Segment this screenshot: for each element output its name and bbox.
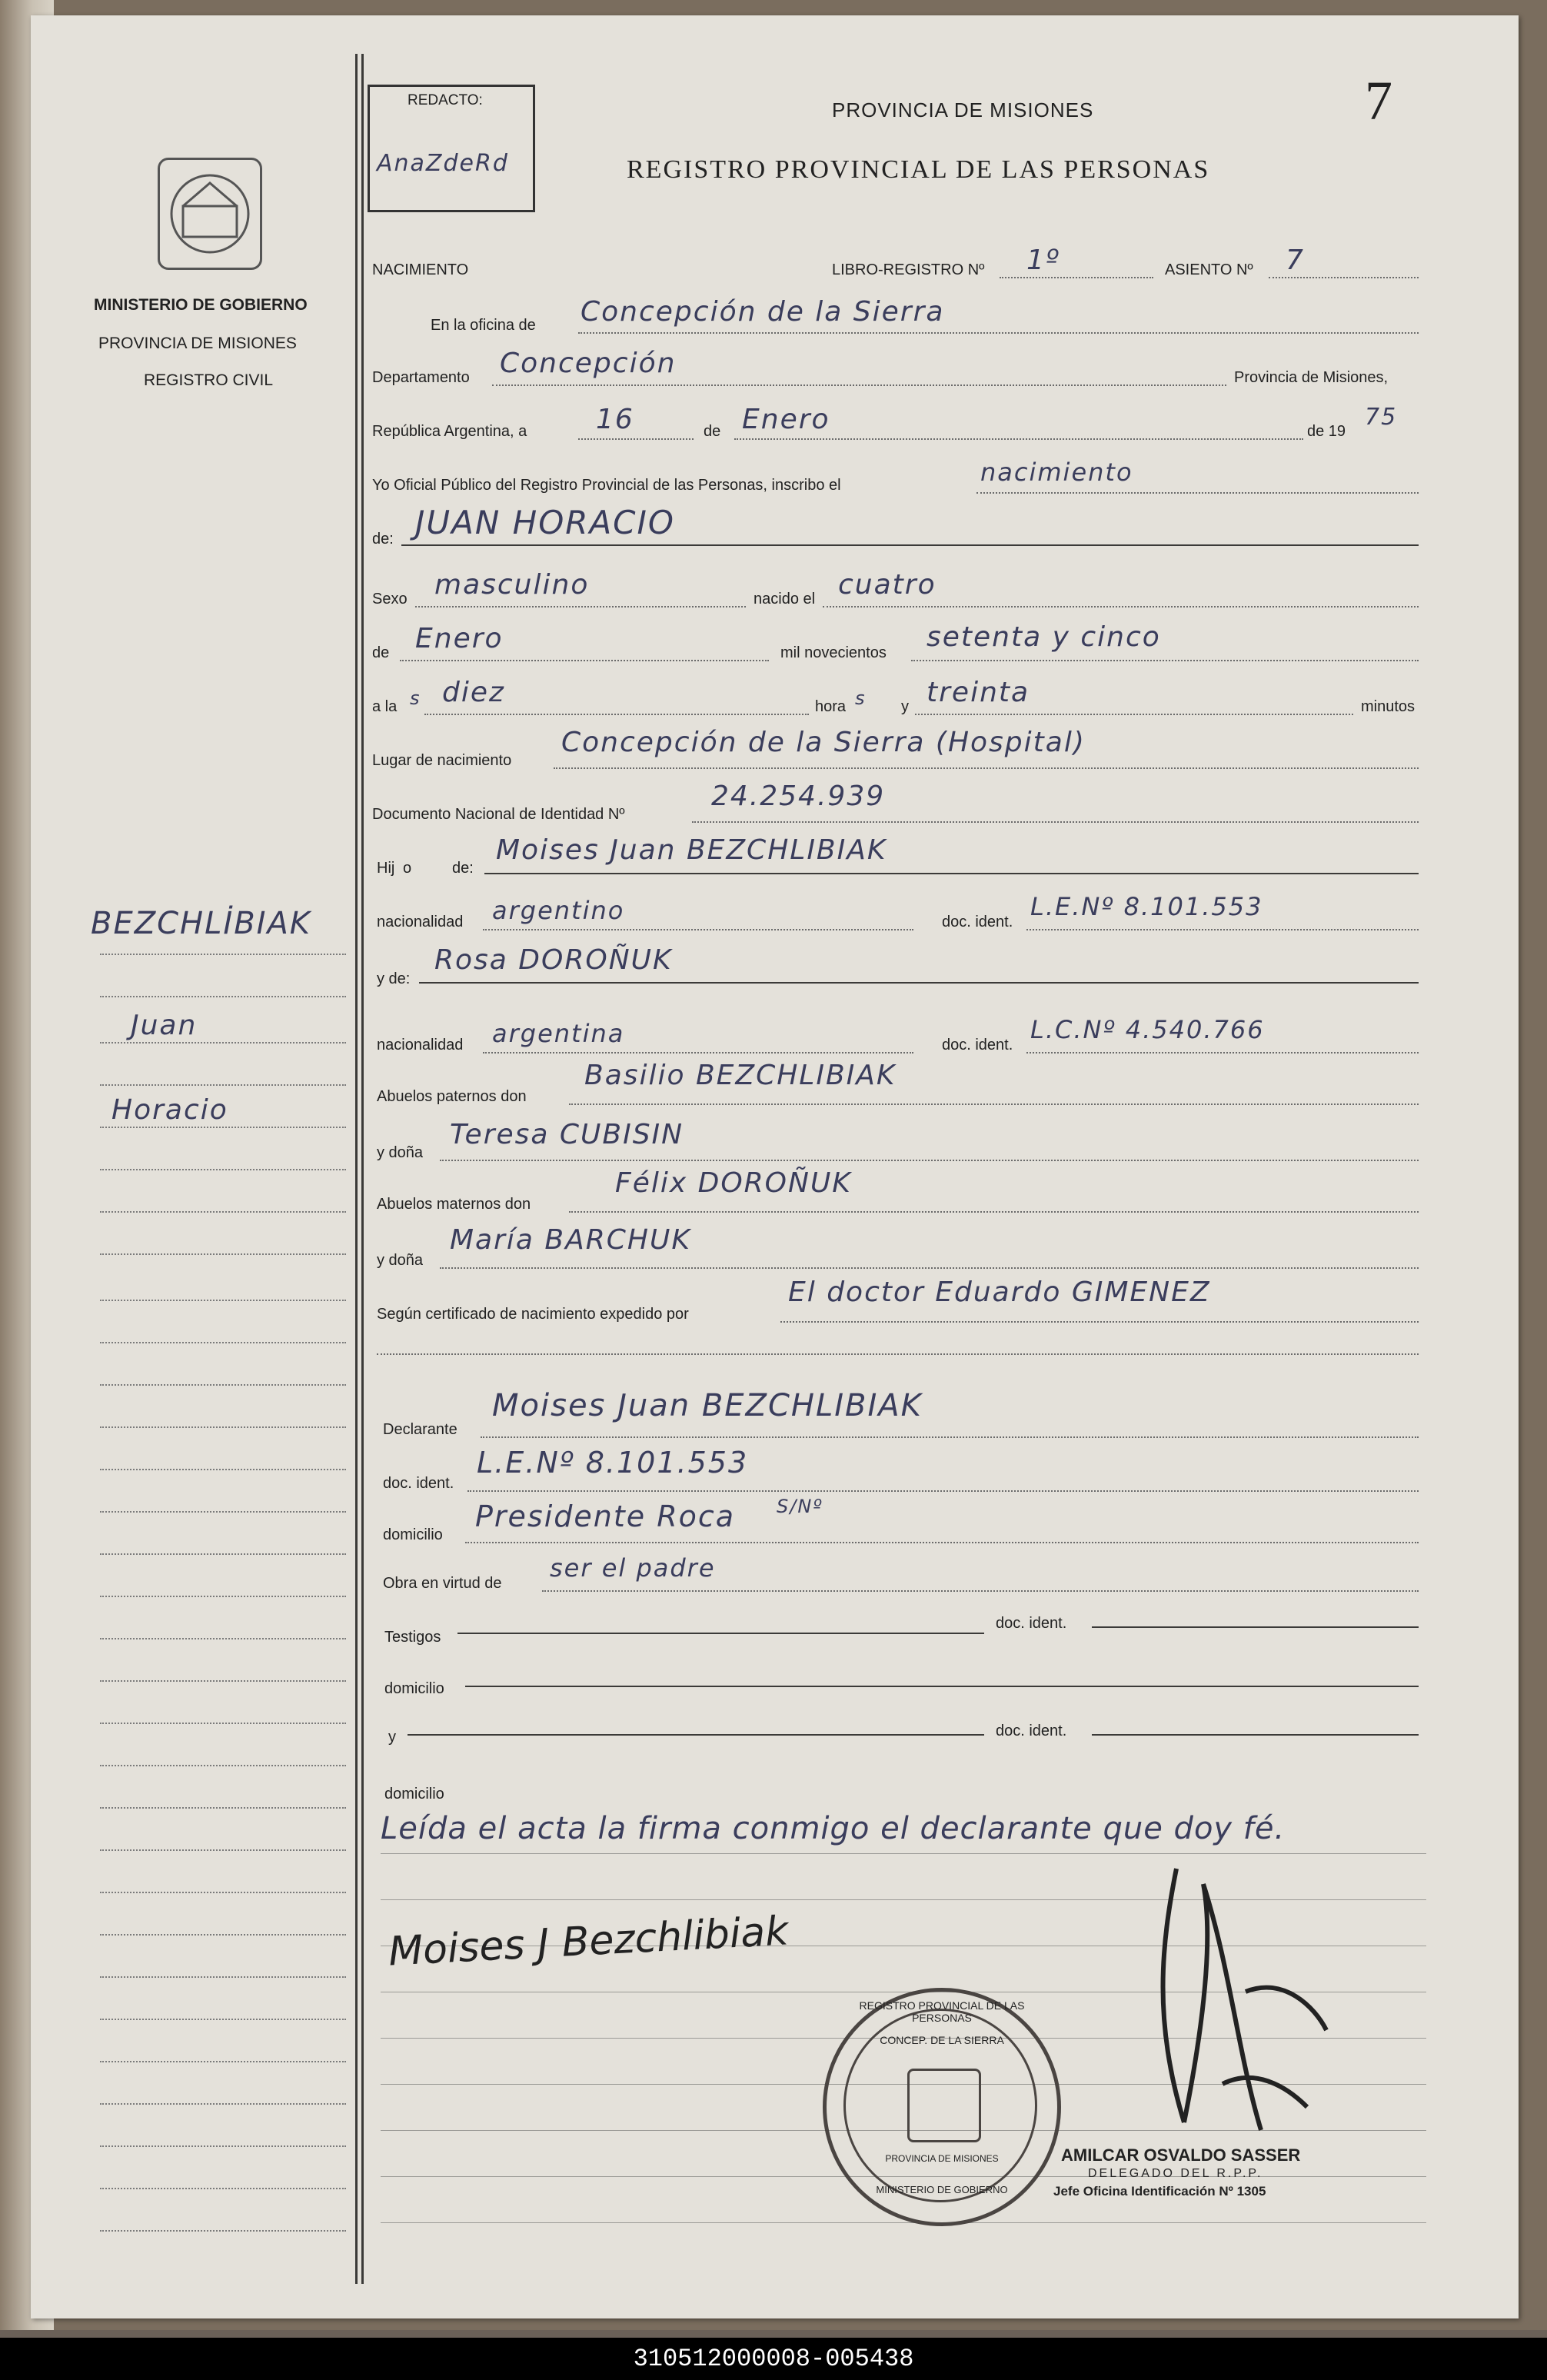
hij-label: Hij: [377, 860, 395, 877]
domicilio-sn: S/Nº: [777, 1496, 823, 1517]
madre-doc-value: L.C.Nº 4.540.766: [1030, 1015, 1265, 1044]
official-stamp: REGISTRO PROVINCIAL DE LAS PERSONAS CONCEP. DE LA SIERRA PROVINCIA DE MISIONES MINISTERIO DE GOBIERNO: [823, 1988, 1061, 2226]
abuela-materna-value: María BARCHUK: [450, 1224, 691, 1256]
abuelo-paterno-value: Basilio BEZCHLIBIAK: [584, 1060, 897, 1091]
declarante-doc-value: L.E.Nº 8.101.553: [477, 1446, 749, 1480]
a-la-label: a la: [372, 698, 398, 715]
declarante-label: Declarante: [383, 1421, 457, 1438]
asiento-value: 7: [1286, 245, 1305, 276]
abuelo-materno-value: Félix DOROÑUK: [615, 1167, 852, 1199]
libro-label: LIBRO-REGISTRO Nº: [832, 261, 985, 278]
nombre-label: de:: [372, 531, 394, 548]
abuelos-paternos-label: Abuelos paternos don: [377, 1088, 527, 1105]
lugar-label: Lugar de nacimiento: [372, 752, 512, 769]
domicilio-value: Presidente Roca: [475, 1500, 736, 1533]
sexo-label: Sexo: [372, 591, 408, 607]
padre-nacionalidad-value: argentino: [492, 896, 625, 925]
official-office: Jefe Oficina Identificación Nº 1305: [1053, 2184, 1266, 2199]
domicilio-label: domicilio: [383, 1526, 443, 1543]
segun-label: Según certificado de nacimiento expedido por: [377, 1306, 689, 1323]
mes-value: Enero: [742, 404, 830, 435]
dni-value: 24.254.939: [711, 781, 886, 812]
stamp-emblem-icon: [907, 2069, 981, 2142]
page-number: 7: [1365, 70, 1392, 131]
hora-label: hora: [815, 698, 847, 715]
official-signature: [1130, 1853, 1338, 2145]
madre-nacionalidad-label: nacionalidad: [377, 1037, 464, 1054]
madre-value: Rosa DOROÑUK: [434, 944, 673, 976]
registry-heading: REGISTRO PROVINCIAL DE LAS PERSONAS: [627, 155, 1210, 184]
sexo-value: masculino: [434, 569, 590, 601]
stub-first-name: Juan: [131, 1010, 198, 1041]
asiento-label: ASIENTO Nº: [1165, 261, 1253, 278]
provincial-emblem-icon: [158, 158, 262, 270]
testigo1-domicilio-label: domicilio: [384, 1680, 444, 1697]
mil-label: mil novecientos: [780, 644, 887, 661]
republica-label: República Argentina, a: [372, 423, 527, 440]
stub-surname: BEZCHLİBIAK: [91, 906, 312, 941]
madre-label: y de:: [377, 970, 411, 987]
stub-second-name: Horacio: [111, 1094, 228, 1126]
hora-s: s: [855, 687, 867, 709]
inscribo-value: nacimiento: [980, 458, 1133, 487]
padre-doc-value: L.E.Nº 8.101.553: [1030, 892, 1263, 921]
yo-oficial-label: Yo Oficial Público del Registro Provincial de las Personas, inscribo el: [372, 477, 841, 494]
abuela-paterna-value: Teresa CUBISIN: [450, 1119, 684, 1150]
mes-nac-value: Enero: [415, 623, 504, 654]
image-caption: 310512000008-005438: [0, 2338, 1547, 2380]
departamento-value: Concepción: [500, 348, 677, 379]
padre-doc-label: doc. ident.: [942, 914, 1013, 930]
official-name: AMILCAR OSVALDO SASSER: [1061, 2145, 1301, 2165]
abuela-paterna-label: y doña: [377, 1144, 424, 1161]
declarante-signature: Moises J Bezchlibiak: [387, 1908, 790, 1976]
nacido-label: nacido el: [754, 591, 816, 607]
nacimiento-label: NACIMIENTO: [372, 261, 469, 278]
madre-nacionalidad-value: argentina: [492, 1019, 625, 1048]
testigo2-y-label: y: [388, 1729, 396, 1746]
padre-de-label: de:: [452, 860, 474, 877]
obra-label: Obra en virtud de: [383, 1575, 502, 1592]
testigo1-doc-label: doc. ident.: [996, 1615, 1067, 1632]
abuelos-maternos-label: Abuelos maternos don: [377, 1196, 531, 1213]
official-role: DELEGADO DEL R.P.P.: [1088, 2167, 1263, 2180]
provincia-label: Provincia de Misiones,: [1234, 369, 1389, 386]
nacido-value: cuatro: [838, 569, 937, 601]
dia-value: 16: [596, 404, 634, 435]
testigos-label: Testigos: [384, 1629, 441, 1646]
hij-suffix: o: [403, 860, 412, 877]
redacto-label: REDACTO:: [408, 92, 483, 108]
province-label: PROVINCIA DE MISIONES: [98, 335, 297, 352]
abuela-materna-label: y doña: [377, 1252, 424, 1269]
de-mes-label: de: [704, 423, 721, 440]
lugar-value: Concepción de la Sierra (Hospital): [561, 727, 1086, 758]
certificado-value: El doctor Eduardo GIMENEZ: [788, 1277, 1211, 1308]
child-name: JUAN HORACIO: [415, 504, 675, 541]
testigo2-doc-label: doc. ident.: [996, 1723, 1067, 1739]
oficina-label: En la oficina de: [431, 317, 536, 334]
documento-label: Documento Nacional de Identidad Nº: [372, 806, 625, 823]
declarante-value: Moises Juan BEZCHLIBIAK: [492, 1388, 923, 1423]
redacto-signature: AnaZdeRd: [377, 150, 509, 177]
stub-divider-left: [355, 54, 358, 2284]
anio-texto-value: setenta y cinco: [927, 621, 1161, 653]
y-label: y: [901, 698, 909, 715]
stub-divider-right: [361, 54, 364, 2284]
a-la-s: s: [410, 687, 421, 709]
padre-nacionalidad-label: nacionalidad: [377, 914, 464, 930]
testigo2-domicilio-label: domicilio: [384, 1786, 444, 1802]
hora-value: diez: [442, 677, 505, 708]
de-anio-label: de 19: [1307, 423, 1346, 440]
anio-value: 75: [1365, 404, 1398, 431]
departamento-label: Departamento: [372, 369, 470, 386]
province-heading: PROVINCIA DE MISIONES: [832, 98, 1094, 121]
obra-value: ser el padre: [550, 1553, 716, 1583]
madre-doc-label: doc. ident.: [942, 1037, 1013, 1054]
oficina-value: Concepción de la Sierra: [581, 296, 945, 328]
de-mes-nac-label: de: [372, 644, 390, 661]
padre-value: Moises Juan BEZCHLIBIAK: [496, 834, 887, 866]
closing-statement: Leída el acta la firma conmigo el declarante que doy fé.: [381, 1811, 1286, 1846]
registry-label: REGISTRO CIVIL: [144, 371, 274, 389]
minutos-value: treinta: [927, 677, 1030, 708]
libro-value: 1º: [1026, 245, 1060, 276]
declarante-doc-label: doc. ident.: [383, 1475, 454, 1492]
ministry-label: MINISTERIO DE GOBIERNO: [94, 296, 308, 314]
minutos-label: minutos: [1361, 698, 1416, 715]
